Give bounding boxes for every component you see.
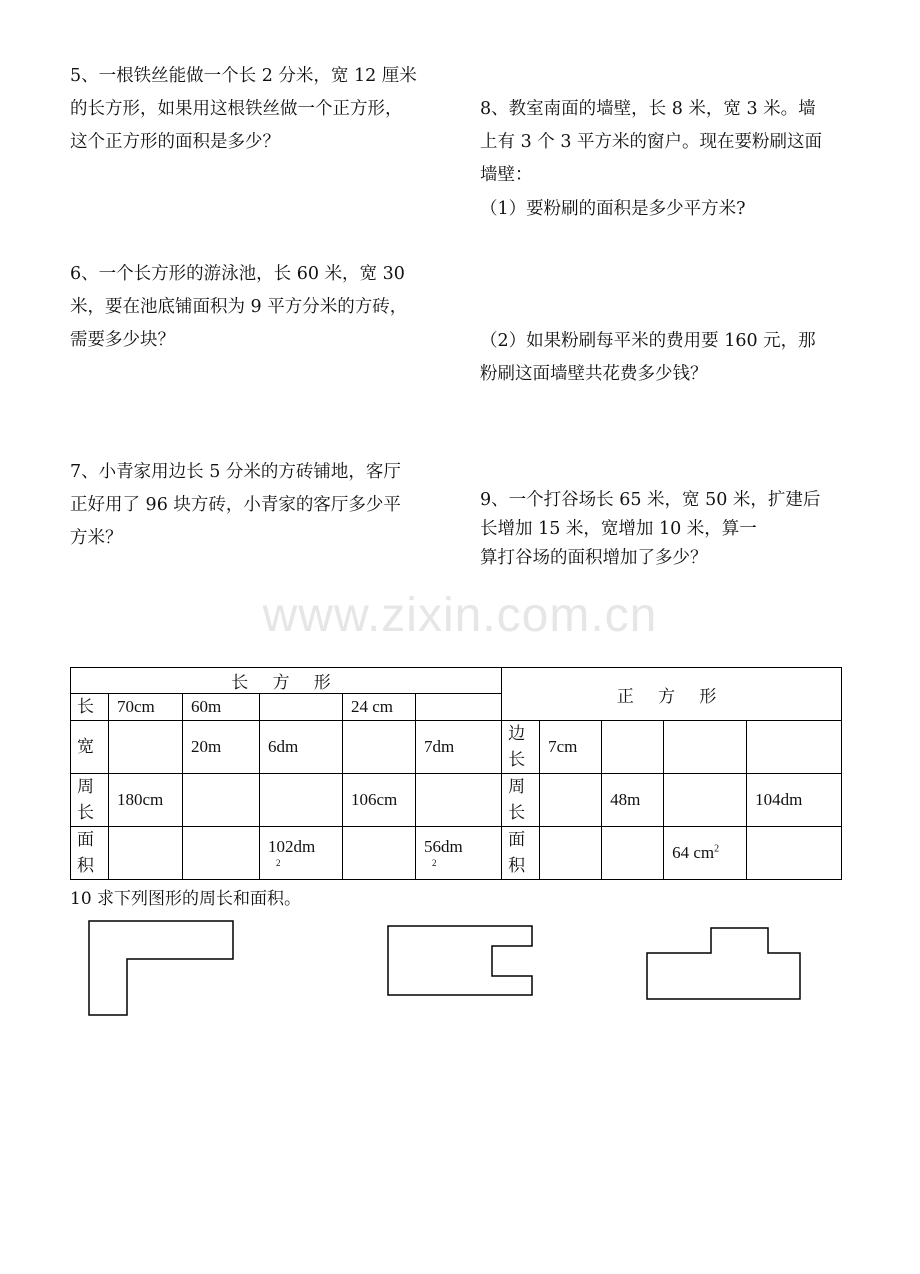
table-cell: 180cm [109, 774, 183, 827]
row-label: 边长 [502, 721, 540, 774]
stepped-shape-figure [644, 925, 804, 1003]
table-cell [260, 694, 343, 721]
question-8-intro: 8、教室南面的墙壁，长 8 米，宽 3 米。墙 上有 3 个 3 平方米的窗户。现在要粉刷这面 墙壁： [480, 99, 823, 185]
table-cell [664, 774, 747, 827]
rect-header: 长 方 形 [71, 668, 502, 694]
question-10: 10 求下列图形的周长和面积。 [70, 889, 302, 909]
row-label: 宽 [71, 721, 109, 774]
rect-square-table [70, 667, 842, 880]
table-cell: 104dm [747, 774, 842, 827]
table-cell: 7dm [416, 721, 502, 774]
table-cell: 20m [183, 721, 260, 774]
question-5: 5、一根铁丝能做一个长 2 分米，宽 12 厘米 的长方形，如果用这根铁丝做一个正方形， 这个正方形的面积是多少？ [70, 66, 417, 152]
question-7: 7、小青家用边长 5 分米的方砖铺地，客厅 正好用了 96 块方砖，小青家的客厅多少平 方米？ [70, 462, 401, 548]
table-cell [183, 827, 260, 880]
table-cell [183, 774, 260, 827]
table-cell: 70cm [109, 694, 183, 721]
table-header-row [71, 668, 842, 694]
l-shape-figure [86, 918, 238, 1018]
square-header: 正 方 形 [502, 668, 842, 721]
table-cell [664, 827, 747, 880]
table-cell [260, 827, 343, 880]
table-cell [416, 827, 502, 880]
notched-rectangle-figure [385, 923, 537, 999]
row-label: 面积 [502, 827, 540, 880]
table-cell [747, 721, 842, 774]
table-cell [602, 721, 664, 774]
table-cell [747, 827, 842, 880]
area-value: 56dm [424, 837, 463, 856]
question-8-part-2: （2）如果粉刷每平米的费用要 160 元，那 粉刷这面墙壁共花费多少钱？ [480, 331, 816, 384]
question-8-part-1: （1）要粉刷的面积是多少平方米? [480, 199, 746, 219]
table-cell: 106cm [343, 774, 416, 827]
table-cell [664, 721, 747, 774]
table-cell [540, 827, 602, 880]
superscript: 2 [432, 858, 437, 868]
table-cell: 60m [183, 694, 260, 721]
table-row [71, 774, 842, 827]
table-cell: 24 cm [343, 694, 416, 721]
table-cell [260, 774, 343, 827]
table-cell: 7cm [540, 721, 602, 774]
table-row [71, 721, 842, 774]
area-value: 64 cm [672, 843, 715, 862]
row-label: 周长 [71, 774, 109, 827]
table-cell [109, 827, 183, 880]
table-cell [109, 721, 183, 774]
superscript: 2 [714, 843, 720, 855]
table-cell [540, 774, 602, 827]
table-cell: 6dm [260, 721, 343, 774]
superscript: 2 [276, 858, 281, 868]
table-cell [416, 774, 502, 827]
table-row [71, 827, 842, 880]
table-cell [343, 827, 416, 880]
question-9: 9、一个打谷场长 65 米，宽 50 米，扩建后 长增加 15 米，宽增加 10 米，算一 算打谷场的面积增加了多少？ [480, 490, 821, 568]
row-label: 周长 [502, 774, 540, 827]
watermark: www.zixin.com.cn [262, 589, 658, 642]
question-6: 6、一个长方形的游泳池，长 60 米，宽 30 米，要在池底铺面积为 9 平方分米的方砖， 需要多少块？ [70, 264, 408, 350]
table-cell: 48m [602, 774, 664, 827]
table-cell [343, 721, 416, 774]
table-cell [416, 694, 502, 721]
row-label: 面积 [71, 827, 109, 880]
area-value: 102dm [268, 837, 316, 856]
table-cell [602, 827, 664, 880]
row-label: 长 [71, 694, 109, 721]
